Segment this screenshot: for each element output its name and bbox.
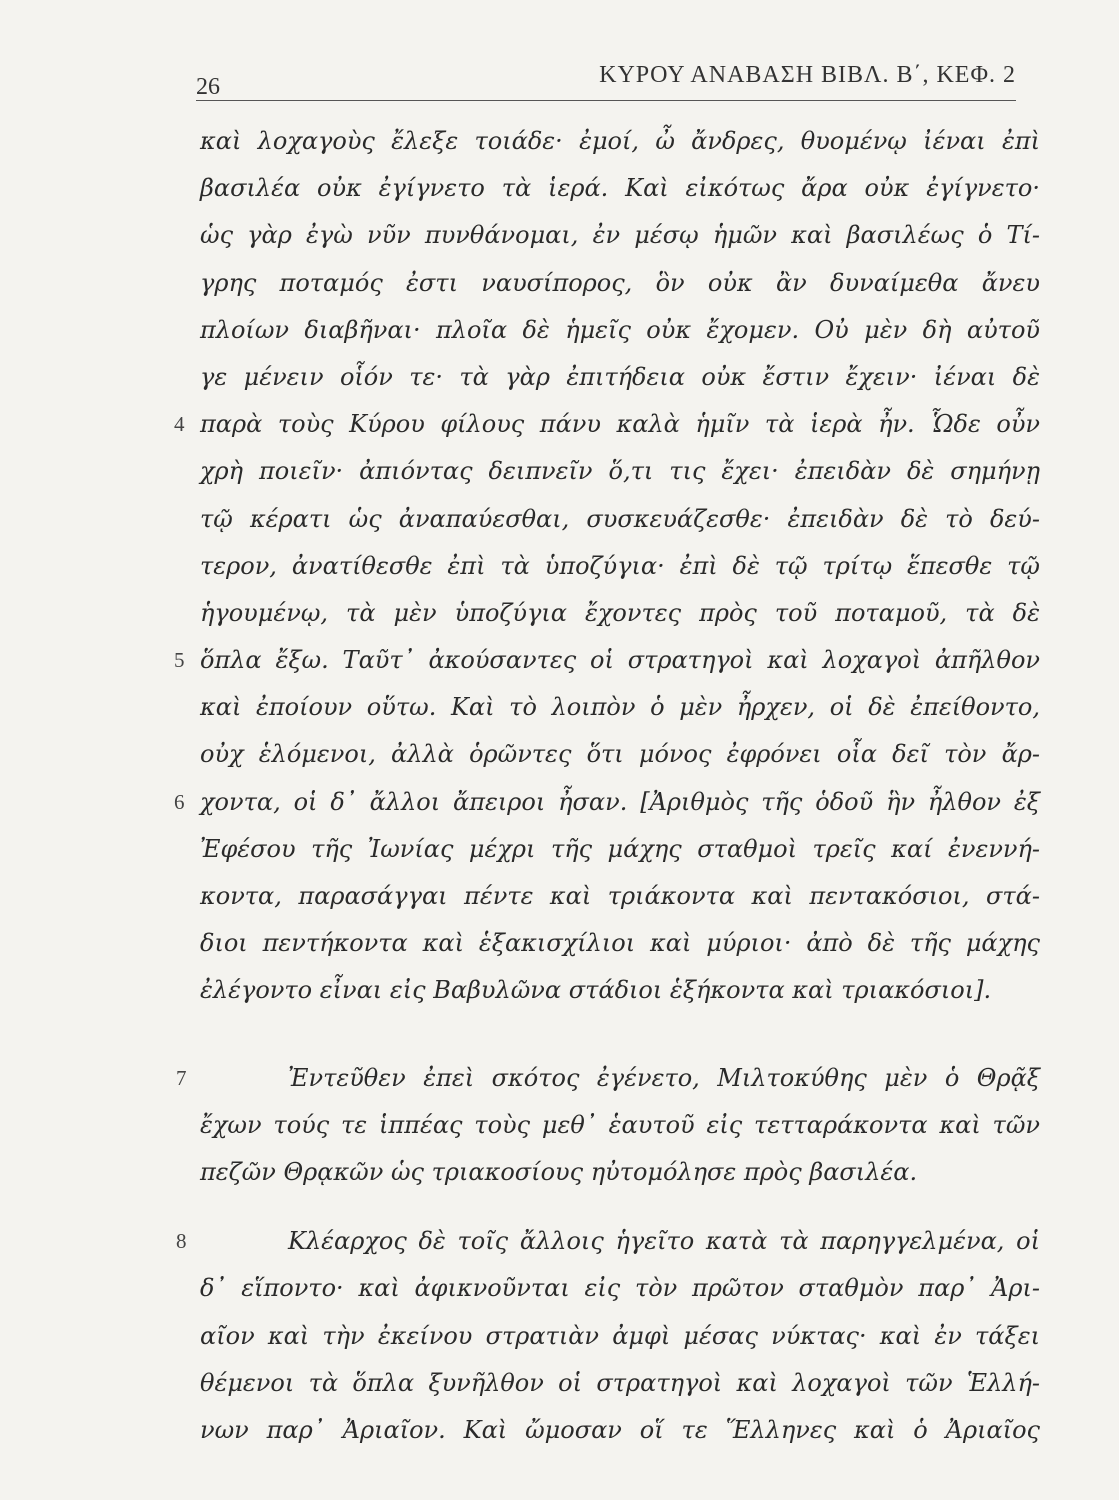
line-text: ἔχων τούς τε ἱππέας τοὺς μεθ᾽ ἑαυτοῦ εἰς τετταράκοντα καὶ τῶν: [200, 1110, 1040, 1139]
line-text: γρης ποταμός ἐστι ναυσίπορος, ὃν οὐκ ἂν δυναίμεθα ἄνευ: [200, 268, 1040, 297]
line-text: πλοίων διαβῆναι· πλοῖα δὲ ἡμεῖς οὐκ ἔχομεν. Οὐ μὲν δὴ αὐτοῦ: [200, 315, 1040, 344]
text-line: [200, 1265, 1040, 1312]
text-line: [200, 873, 1040, 920]
line-text: Ἐντεῦθεν ἐπεὶ σκότος ἐγένετο, Μιλτοκύθης μὲν ὁ Θρᾷξ: [288, 1063, 1040, 1092]
text-line: [200, 354, 1040, 401]
line-text: πεζῶν Θρᾳκῶν ὡς τριακοσίους ηὐτομόλησε πρὸς βασιλέα.: [200, 1157, 918, 1186]
section-number: 8: [176, 1229, 187, 1254]
text-line: [200, 260, 1040, 307]
line-text: ἡγουμένῳ, τὰ μὲν ὑποζύγια ἔχοντες πρὸς τοῦ ποταμοῦ, τὰ δὲ: [200, 598, 1040, 627]
line-text: παρὰ τοὺς Κύρου φίλους πάνυ καλὰ ἡμῖν τὰ ἱερὰ ἦν. Ὧδε οὖν: [200, 410, 1040, 439]
text-line: [174, 637, 1040, 684]
line-text: ἐλέγοντο εἶναι εἰς Βαβυλῶνα στάδιοι ἑξήκοντα καὶ τριακόσιοι].: [200, 976, 992, 1005]
line-text: τῷ κέρατι ὡς ἀναπαύεσθαι, συσκευάζεσθε· ἐπειδὰν δὲ τὸ δεύ-: [200, 504, 1040, 533]
text-line: [200, 118, 1040, 165]
page-number: 26: [196, 74, 220, 100]
line-text: γε μένειν οἷόν τε· τὰ γὰρ ἐπιτήδεια οὐκ ἔστιν ἔχειν· ἰέναι δὲ: [200, 362, 1040, 391]
text-line: [200, 1407, 1040, 1454]
section-number: 7: [176, 1065, 187, 1090]
text-line: [200, 496, 1040, 543]
line-text: θέμενοι τὰ ὅπλα ξυνῆλθον οἱ στρατηγοὶ καὶ λοχαγοὶ τῶν Ἑλλή-: [200, 1368, 1040, 1397]
text-line: [200, 731, 1040, 778]
line-text: νων παρ᾽ Ἀριαῖον. Καὶ ὤμοσαν οἵ τε Ἕλληνες καὶ ὁ Ἀριαῖος: [200, 1415, 1040, 1444]
line-text: κοντα, παρασάγγαι πέντε καὶ τριάκοντα καὶ πεντακόσιοι, στά-: [200, 882, 1040, 910]
text-line: [174, 779, 1040, 826]
line-text: βασιλέα οὐκ ἐγίγνετο τὰ ἱερά. Καὶ εἰκότως ἄρα οὐκ ἐγίγνετο·: [200, 174, 1040, 203]
line-text: Κλέαρχος δὲ τοῖς ἄλλοις ἡγεῖτο κατὰ τὰ παρηγγελμένα, οἱ: [288, 1227, 1040, 1256]
section-number: 6: [174, 789, 185, 814]
text-line: [200, 543, 1040, 590]
line-text: δ᾽ εἵποντο· καὶ ἀφικνοῦνται εἰς τὸν πρῶτον σταθμὸν παρ᾽ Ἀρι-: [200, 1274, 1040, 1303]
line-text: διοι πεντήκοντα καὶ ἑξακισχίλιοι καὶ μύριοι· ἀπὸ δὲ τῆς μάχης: [200, 929, 1040, 958]
line-text: χοντα, οἱ δ᾽ ἄλλοι ἄπειροι ἦσαν. [Ἀριθμὸς τῆς ὁδοῦ ἣν ἦλθον ἐξ: [200, 787, 1040, 816]
line-text: χρὴ ποιεῖν· ἀπιόντας δειπνεῖν ὅ,τι τις ἔχει· ἐπειδὰν δὲ σημήνῃ: [200, 457, 1040, 486]
text-line: [200, 1313, 1040, 1360]
line-text: Ἐφέσου τῆς Ἰωνίας μέχρι τῆς μάχης σταθμοὶ τρεῖς καί ἐνεννή-: [200, 834, 1040, 863]
text-line: [200, 1360, 1040, 1407]
text-line: [174, 401, 1040, 448]
section-number: 4: [174, 412, 185, 437]
text-line: [176, 1218, 1040, 1265]
text-line: [200, 1102, 1040, 1149]
text-line: [200, 967, 1040, 1014]
body-text: [174, 118, 1040, 1454]
running-head: ΚΥΡΟΥ ΑΝΑΒΑΣΗ ΒΙΒΛ. Β΄, ΚΕΦ. 2: [599, 62, 1016, 88]
text-line: [176, 1055, 1040, 1102]
line-text: τερον, ἀνατίθεσθε ἐπὶ τὰ ὑποζύγια· ἐπὶ δὲ τῷ τρίτῳ ἕπεσθε τῷ: [200, 551, 1040, 580]
page-header: [196, 60, 1016, 101]
line-text: ὅπλα ἔξω. Ταῦτ᾽ ἀκούσαντες οἱ στρατηγοὶ καὶ λοχαγοὶ ἀπῆλθον: [200, 646, 1040, 675]
line-text: καὶ λοχαγοὺς ἔλεξε τοιάδε· ἐμοί, ὦ ἄνδρες, θυομένῳ ἰέναι ἐπὶ: [200, 127, 1040, 155]
text-line: [200, 212, 1040, 259]
line-text: ὡς γὰρ ἐγὼ νῦν πυνθάνομαι, ἐν μέσῳ ἡμῶν καὶ βασιλέως ὁ Τί-: [200, 221, 1040, 250]
text-line: [200, 307, 1040, 354]
text-line: [200, 826, 1040, 873]
line-text: αῖον καὶ τὴν ἐκείνου στρατιὰν ἀμφὶ μέσας νύκτας· καὶ ἐν τάξει: [200, 1321, 1040, 1350]
text-line: [200, 1149, 1040, 1196]
line-text: καὶ ἐποίουν οὕτω. Καὶ τὸ λοιπὸν ὁ μὲν ἦρχεν, οἱ δὲ ἐπείθοντο,: [200, 693, 1040, 722]
text-line: [200, 448, 1040, 495]
text-line: [200, 920, 1040, 967]
text-line: [200, 684, 1040, 731]
text-line: [200, 590, 1040, 637]
section-number: 5: [174, 648, 185, 673]
line-text: οὐχ ἑλόμενοι, ἀλλὰ ὁρῶντες ὅτι μόνος ἐφρόνει οἷα δεῖ τὸν ἄρ-: [200, 740, 1040, 769]
text-line: [200, 165, 1040, 212]
